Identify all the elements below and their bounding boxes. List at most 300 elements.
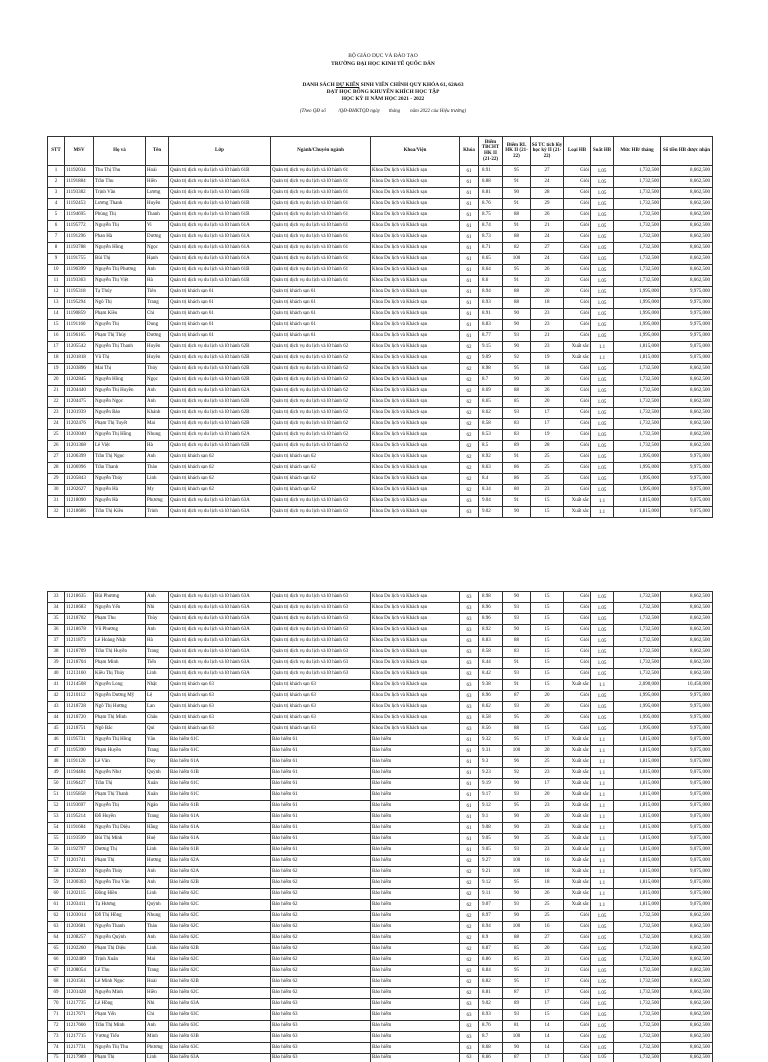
cell-gpa: 9.04: [479, 496, 503, 507]
cell-total-amount: 9,075,000: [661, 900, 713, 911]
cell-cohort: 61: [460, 845, 479, 856]
cell-conduct-score: 93: [503, 669, 531, 680]
cell-cohort: 63: [460, 647, 479, 658]
cell-given-name: Nhi: [146, 999, 169, 1010]
cell-monthly-amount: 1,815,000: [614, 823, 661, 834]
cell-gpa: 9.09: [479, 353, 503, 364]
cell-faculty: Khoa Du lịch và Khách sạn: [371, 320, 460, 331]
scholarship-table-part-1: [47, 136, 713, 518]
cell-scholarship-type: Giỏi: [564, 265, 591, 276]
cell-msv: 11213160: [65, 669, 94, 680]
header-scholarship-factor: Suất HB: [591, 137, 614, 166]
cell-msv: 11194484: [65, 768, 94, 779]
cell-major: Quản trị dịch vụ du lịch và lữ hành 62: [271, 430, 371, 441]
cell-gpa: 8.65: [479, 254, 503, 265]
cell-monthly-amount: 1,732,500: [614, 977, 661, 988]
cell-stt: 2: [48, 177, 65, 188]
cell-monthly-amount: 1,732,500: [614, 603, 661, 614]
table-row: [48, 353, 713, 364]
cell-major: Bảo hiểm 62: [271, 933, 371, 944]
cell-stt: 21: [48, 386, 65, 397]
cell-family-name: Nguyễn Quỳnh: [94, 933, 146, 944]
cell-msv: 11218090: [65, 496, 94, 507]
cell-monthly-amount: 1,815,000: [614, 507, 661, 518]
cell-gpa: 8.5: [479, 441, 503, 452]
cell-given-name: Lan: [146, 702, 169, 713]
cell-scholarship-type: Giỏi: [564, 188, 591, 199]
cell-gpa: 8.75: [479, 210, 503, 221]
cell-msv: 11205542: [65, 342, 94, 353]
cell-msv: 11191684: [65, 823, 94, 834]
cell-gpa: 9.17: [479, 790, 503, 801]
cell-monthly-amount: 1,815,000: [614, 845, 661, 856]
cell-given-name: Dương: [146, 331, 169, 342]
cell-family-name: Nguyễn Hà: [94, 496, 146, 507]
cell-scholarship-factor: 1.05: [591, 922, 614, 933]
cell-conduct-score: 85: [503, 944, 531, 955]
cell-class: Bảo hiểm 63C: [169, 1021, 271, 1032]
cell-gpa: 8.44: [479, 658, 503, 669]
cell-class: Quản trị khách sạn 63: [169, 680, 271, 691]
table-row: [48, 331, 713, 342]
cell-major: Quản trị dịch vụ du lịch và lữ hành 62: [271, 419, 371, 430]
cell-major: Quản trị dịch vụ du lịch và lữ hành 61: [271, 276, 371, 287]
cell-family-name: Lê Thu: [94, 966, 146, 977]
cell-cohort: 61: [460, 298, 479, 309]
cell-stt: 12: [48, 287, 65, 298]
cell-credits: 20: [531, 287, 564, 298]
cell-class: Quản trị khách sạn 63: [169, 702, 271, 713]
cell-conduct-score: 90: [503, 1043, 531, 1054]
cell-total-amount: 8,662,500: [661, 977, 713, 988]
cell-family-name: Phạm Thị Thùy: [94, 331, 146, 342]
cell-major: Quản trị khách sạn 63: [271, 691, 371, 702]
cell-family-name: Phạm Thị Tuyết: [94, 419, 146, 430]
cell-credits: 17: [531, 977, 564, 988]
cell-class: Quản trị dịch vụ du lịch và lữ hành 61B: [169, 210, 271, 221]
cell-monthly-amount: 1,732,500: [614, 955, 661, 966]
cell-major: Bảo hiểm 62: [271, 856, 371, 867]
cell-family-name: Nguyễn Bảo: [94, 408, 146, 419]
cell-total-amount: 8,662,500: [661, 188, 713, 199]
cell-credits: 25: [531, 463, 564, 474]
cell-cohort: 61: [460, 287, 479, 298]
table-row: [48, 1021, 713, 1032]
cell-gpa: 9.1: [479, 812, 503, 823]
cell-total-amount: 9,075,000: [661, 779, 713, 790]
cell-cohort: 63: [460, 1032, 479, 1043]
header-given-name: Tên: [146, 137, 169, 166]
cell-credits: 14: [531, 1032, 564, 1043]
cell-family-name: Nguyễn Thị: [94, 221, 146, 232]
cell-scholarship-factor: 1.05: [591, 430, 614, 441]
cell-cohort: 62: [460, 408, 479, 419]
cell-cohort: 62: [460, 900, 479, 911]
cell-total-amount: 9,975,000: [661, 474, 713, 485]
cell-total-amount: 9,075,000: [661, 507, 713, 518]
cell-msv: 11195858: [65, 790, 94, 801]
cell-scholarship-factor: 1.1: [591, 757, 614, 768]
cell-total-amount: 8,662,500: [661, 933, 713, 944]
cell-conduct-score: 95: [503, 364, 531, 375]
cell-stt: 35: [48, 614, 65, 625]
cell-faculty: Khoa Du lịch và Khách sạn: [371, 474, 460, 485]
cell-total-amount: 9,075,000: [661, 496, 713, 507]
cell-stt: 23: [48, 408, 65, 419]
cell-msv: 11191884: [65, 177, 94, 188]
cell-scholarship-factor: 1.05: [591, 221, 614, 232]
cell-major: Quản trị dịch vụ du lịch và lữ hành 61: [271, 254, 371, 265]
cell-gpa: 9.21: [479, 867, 503, 878]
cell-major: Quản trị dịch vụ du lịch và lữ hành 61: [271, 232, 371, 243]
cell-credits: 24: [531, 232, 564, 243]
cell-msv: 11218635: [65, 592, 94, 603]
cell-scholarship-type: Giỏi: [564, 243, 591, 254]
cell-total-amount: 9,975,000: [661, 298, 713, 309]
cell-conduct-score: 90: [503, 823, 531, 834]
cell-scholarship-type: Xuất sắc: [564, 746, 591, 757]
table-row: [48, 735, 713, 746]
cell-major: Bảo hiểm 61: [271, 790, 371, 801]
cell-conduct-score: 82: [503, 243, 531, 254]
title-part-c: SINH VIÊN CHÍNH QUY KHÓA 61, 62&63: [359, 82, 463, 88]
cell-scholarship-type: Giỏi: [564, 177, 591, 188]
header-class: Lớp: [169, 137, 271, 166]
cell-gpa: 8.9: [479, 933, 503, 944]
cell-msv: 11218702: [65, 614, 94, 625]
cell-msv: 11202489: [65, 955, 94, 966]
cell-cohort: 61: [460, 768, 479, 779]
cell-stt: 11: [48, 276, 65, 287]
cell-family-name: Nguyễn Thu Vân: [94, 878, 146, 889]
cell-stt: 19: [48, 364, 65, 375]
cell-major: Bảo hiểm 61: [271, 801, 371, 812]
cell-cohort: 61: [460, 254, 479, 265]
cell-scholarship-factor: 1.05: [591, 419, 614, 430]
cell-stt: 66: [48, 955, 65, 966]
cell-class: Quản trị dịch vụ du lịch và lữ hành 62A: [169, 430, 271, 441]
cell-stt: 45: [48, 724, 65, 735]
cell-major: Quản trị khách sạn 63: [271, 702, 371, 713]
cell-scholarship-factor: 1.05: [591, 364, 614, 375]
cell-monthly-amount: 1,995,000: [614, 331, 661, 342]
cell-scholarship-factor: 1.1: [591, 801, 614, 812]
table-row: [48, 636, 713, 647]
cell-cohort: 61: [460, 746, 479, 757]
cell-major: Quản trị dịch vụ du lịch và lữ hành 62: [271, 353, 371, 364]
cell-gpa: 8.91: [479, 309, 503, 320]
cell-total-amount: 9,975,000: [661, 691, 713, 702]
cell-major: Quản trị khách sạn 63: [271, 713, 371, 724]
cell-total-amount: 8,662,500: [661, 232, 713, 243]
cell-credits: 23: [531, 845, 564, 856]
cell-faculty: Bảo hiểm: [371, 834, 460, 845]
cell-msv: 11190399: [65, 265, 94, 276]
cell-msv: 11218678: [65, 625, 94, 636]
cell-stt: 37: [48, 636, 65, 647]
cell-monthly-amount: 1,732,500: [614, 419, 661, 430]
cell-msv: 11195772: [65, 221, 94, 232]
document-subtitle: ĐẠT HỌC BỔNG KHUYẾN KHÍCH HỌC TẬP: [0, 89, 766, 96]
table-row: [48, 922, 713, 933]
cell-conduct-score: 91: [503, 658, 531, 669]
cell-total-amount: 9,075,000: [661, 768, 713, 779]
cell-class: Bảo hiểm 61A: [169, 757, 271, 768]
cell-total-amount: 8,662,500: [661, 276, 713, 287]
cell-total-amount: 8,662,500: [661, 166, 713, 177]
cell-class: Bảo hiểm 63A: [169, 1054, 271, 1062]
table-row: [48, 1010, 713, 1021]
cell-stt: 59: [48, 878, 65, 889]
cell-class: Quản trị khách sạn 63: [169, 691, 271, 702]
cell-total-amount: 8,662,500: [661, 647, 713, 658]
cell-given-name: Thảo: [146, 463, 169, 474]
cell-gpa: 8.68: [479, 1043, 503, 1054]
cell-given-name: Thủy: [146, 364, 169, 375]
cell-family-name: Phạm Yến: [94, 1010, 146, 1021]
cell-cohort: 61: [460, 243, 479, 254]
cell-conduct-score: 93: [503, 1010, 531, 1021]
cell-conduct-score: 90: [503, 812, 531, 823]
cell-major: Bảo hiểm 62: [271, 988, 371, 999]
cell-monthly-amount: 1,732,500: [614, 911, 661, 922]
cell-stt: 30: [48, 485, 65, 496]
cell-msv: 11195214: [65, 812, 94, 823]
cell-stt: 29: [48, 474, 65, 485]
cell-total-amount: 8,662,500: [661, 603, 713, 614]
cell-faculty: Bảo hiểm: [371, 944, 460, 955]
cell-scholarship-factor: 1.1: [591, 878, 614, 889]
table-row: [48, 408, 713, 419]
cell-family-name: Ngô Thị Hương: [94, 702, 146, 713]
table-row: [48, 658, 713, 669]
cell-credits: 17: [531, 988, 564, 999]
cell-class: Bảo hiểm 61A: [169, 834, 271, 845]
cell-scholarship-type: Giỏi: [564, 592, 591, 603]
cell-major: Bảo hiểm 61: [271, 834, 371, 845]
cell-class: Quản trị dịch vụ du lịch và lữ hành 61A: [169, 254, 271, 265]
cell-cohort: 62: [460, 342, 479, 353]
table-row: [48, 287, 713, 298]
cell-cohort: 61: [460, 812, 479, 823]
cell-given-name: Ngọc: [146, 375, 169, 386]
cell-faculty: Bảo hiểm: [371, 988, 460, 999]
cell-class: Quản trị khách sạn 62: [169, 485, 271, 496]
cell-class: Bảo hiểm 61B: [169, 801, 271, 812]
cell-gpa: 8.92: [479, 452, 503, 463]
cell-msv: 11193697: [65, 801, 94, 812]
cell-faculty: Khoa Du lịch và Khách sạn: [371, 658, 460, 669]
cell-credits: 18: [531, 364, 564, 375]
cell-stt: 43: [48, 702, 65, 713]
cell-cohort: 61: [460, 166, 479, 177]
cell-msv: 11201428: [65, 988, 94, 999]
cell-msv: 11195731: [65, 735, 94, 746]
cell-stt: 51: [48, 790, 65, 801]
cell-scholarship-type: Giỏi: [564, 999, 591, 1010]
cell-gpa: 8.87: [479, 944, 503, 955]
cell-monthly-amount: 1,732,500: [614, 988, 661, 999]
cell-scholarship-type: Giỏi: [564, 636, 591, 647]
cell-monthly-amount: 1,815,000: [614, 757, 661, 768]
cell-faculty: Bảo hiểm: [371, 779, 460, 790]
cell-scholarship-factor: 1.05: [591, 669, 614, 680]
cell-scholarship-type: Giỏi: [564, 625, 591, 636]
cell-scholarship-type: Giỏi: [564, 375, 591, 386]
table-row: [48, 702, 713, 713]
table-row: [48, 647, 713, 658]
cell-given-name: Dương: [146, 232, 169, 243]
cell-given-name: Hoài: [146, 977, 169, 988]
cell-msv: 11191755: [65, 254, 94, 265]
cell-msv: 11203014: [65, 911, 94, 922]
cell-scholarship-factor: 1.05: [591, 1043, 614, 1054]
cell-stt: 74: [48, 1043, 65, 1054]
university-name: TRƯỜNG ĐẠI HỌC KINH TẾ QUỐC DÂN: [0, 61, 766, 68]
cell-gpa: 8.97: [479, 911, 503, 922]
cell-msv: 11202627: [65, 485, 94, 496]
cell-given-name: Nhật: [146, 680, 169, 691]
cell-conduct-score: 100: [503, 922, 531, 933]
table-row: [48, 463, 713, 474]
cell-monthly-amount: 1,995,000: [614, 298, 661, 309]
header-credits: Số TC tích lũy học kỳ II (21-22): [531, 137, 564, 166]
cell-stt: 60: [48, 889, 65, 900]
cell-monthly-amount: 1,995,000: [614, 713, 661, 724]
cell-monthly-amount: 1,732,500: [614, 922, 661, 933]
cell-faculty: Khoa Du lịch và Khách sạn: [371, 485, 460, 496]
cell-given-name: Anh: [146, 625, 169, 636]
cell-msv: 11192034: [65, 166, 94, 177]
cell-given-name: Hạnh: [146, 254, 169, 265]
cell-total-amount: 9,075,000: [661, 735, 713, 746]
cell-msv: 11201741: [65, 856, 94, 867]
cell-msv: 11203681: [65, 922, 94, 933]
cell-scholarship-factor: 1.05: [591, 603, 614, 614]
cell-major: Bảo hiểm 61: [271, 768, 371, 779]
cell-major: Bảo hiểm 62: [271, 889, 371, 900]
cell-class: Quản trị dịch vụ du lịch và lữ hành 63A: [169, 647, 271, 658]
cell-credits: 27: [531, 166, 564, 177]
cell-class: Bảo hiểm 62C: [169, 889, 271, 900]
cell-credits: 25: [531, 834, 564, 845]
cell-credits: 15: [531, 647, 564, 658]
cell-total-amount: 9,975,000: [661, 713, 713, 724]
cell-class: Quản trị khách sạn 61: [169, 287, 271, 298]
cell-cohort: 62: [460, 386, 479, 397]
cell-monthly-amount: 1,732,500: [614, 177, 661, 188]
cell-conduct-score: 91: [503, 199, 531, 210]
cell-monthly-amount: 1,815,000: [614, 353, 661, 364]
cell-msv: 11201561: [65, 977, 94, 988]
cell-class: Bảo hiểm 62A: [169, 867, 271, 878]
cell-cohort: 62: [460, 375, 479, 386]
cell-msv: 11204475: [65, 397, 94, 408]
cell-total-amount: 9,075,000: [661, 878, 713, 889]
cell-total-amount: 9,075,000: [661, 889, 713, 900]
cell-credits: 20: [531, 375, 564, 386]
cell-conduct-score: 88: [503, 232, 531, 243]
cell-gpa: 8.94: [479, 287, 503, 298]
cell-family-name: Lê Việt: [94, 441, 146, 452]
cell-given-name: Lương: [146, 188, 169, 199]
cell-credits: 17: [531, 735, 564, 746]
cell-credits: 15: [531, 1010, 564, 1021]
cell-stt: 26: [48, 441, 65, 452]
cell-class: Bảo hiểm 62C: [169, 922, 271, 933]
cell-cohort: 62: [460, 988, 479, 999]
cell-msv: 11218709: [65, 647, 94, 658]
cell-credits: 17: [531, 1054, 564, 1062]
cell-monthly-amount: 1,815,000: [614, 779, 661, 790]
cell-faculty: Bảo hiểm: [371, 768, 460, 779]
cell-scholarship-type: Giỏi: [564, 331, 591, 342]
cell-scholarship-factor: 1.05: [591, 485, 614, 496]
cell-total-amount: 8,662,500: [661, 988, 713, 999]
cell-credits: 18: [531, 298, 564, 309]
cell-credits: 20: [531, 812, 564, 823]
cell-total-amount: 9,975,000: [661, 309, 713, 320]
cell-major: Quản trị dịch vụ du lịch và lữ hành 63: [271, 669, 371, 680]
cell-msv: 11204440: [65, 386, 94, 397]
cell-credits: 20: [531, 790, 564, 801]
cell-scholarship-factor: 1.05: [591, 397, 614, 408]
cell-major: Quản trị khách sạn 61: [271, 309, 371, 320]
cell-total-amount: 8,662,500: [661, 221, 713, 232]
cell-scholarship-factor: 1.1: [591, 342, 614, 353]
cell-scholarship-type: Giỏi: [564, 430, 591, 441]
cell-family-name: Trần Thu: [94, 177, 146, 188]
cell-stt: 7: [48, 232, 65, 243]
cell-family-name: Đỗ Thị Hồng: [94, 911, 146, 922]
cell-faculty: Bảo hiểm: [371, 1032, 460, 1043]
cell-conduct-score: 89: [503, 441, 531, 452]
cell-stt: 13: [48, 298, 65, 309]
cell-scholarship-type: Giỏi: [564, 724, 591, 735]
cell-given-name: Hiền: [146, 177, 169, 188]
cell-monthly-amount: 1,732,500: [614, 592, 661, 603]
cell-gpa: 8.76: [479, 1021, 503, 1032]
cell-given-name: Ngân: [146, 801, 169, 812]
cell-family-name: Trần Thị Minh: [94, 1021, 146, 1032]
cell-stt: 28: [48, 463, 65, 474]
cell-major: Bảo hiểm 62: [271, 977, 371, 988]
cell-total-amount: 9,075,000: [661, 812, 713, 823]
document-term: HỌC KỲ II NĂM HỌC 2021 - 2022: [0, 96, 766, 103]
cell-total-amount: 8,662,500: [661, 199, 713, 210]
cell-faculty: Bảo hiểm: [371, 856, 460, 867]
cell-class: Bảo hiểm 62B: [169, 977, 271, 988]
cell-gpa: 8.93: [479, 1010, 503, 1021]
cell-conduct-score: 93: [503, 900, 531, 911]
cell-given-name: Nhung: [146, 430, 169, 441]
cell-stt: 42: [48, 691, 65, 702]
cell-family-name: Phùng Thị: [94, 210, 146, 221]
cell-scholarship-type: Xuất sắc: [564, 889, 591, 900]
cell-monthly-amount: 1,995,000: [614, 691, 661, 702]
cell-major: Bảo hiểm 61: [271, 735, 371, 746]
cell-msv: 11191120: [65, 757, 94, 768]
cell-total-amount: 8,662,500: [661, 419, 713, 430]
cell-stt: 10: [48, 265, 65, 276]
cell-credits: 23: [531, 320, 564, 331]
cell-scholarship-factor: 1.05: [591, 474, 614, 485]
table-row: [48, 364, 713, 375]
cell-stt: 24: [48, 419, 65, 430]
cell-conduct-score: 91: [503, 496, 531, 507]
cell-faculty: Khoa Du lịch và Khách sạn: [371, 188, 460, 199]
cell-class: Quản trị dịch vụ du lịch và lữ hành 61B: [169, 265, 271, 276]
